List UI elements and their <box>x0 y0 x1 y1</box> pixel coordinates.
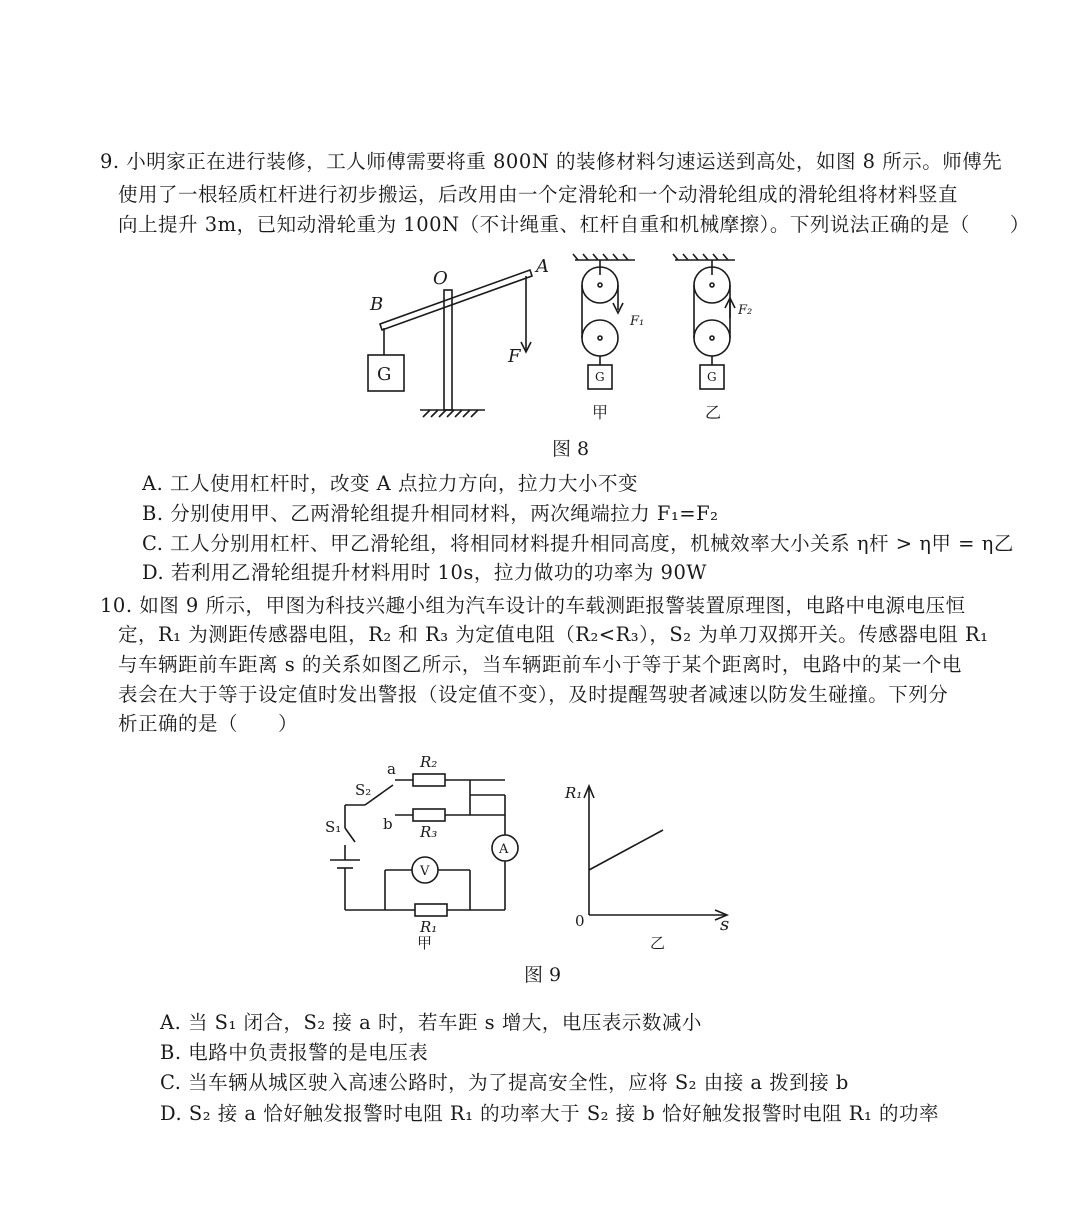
circuit-label-r2: R₂ <box>420 753 438 771</box>
lever-label-f: F <box>508 346 521 367</box>
q9-option-b: B. 分别使用甲、乙两滑轮组提升相同材料，两次绳端拉力 F₁=F₂ <box>142 502 719 525</box>
q9-option-a: A. 工人使用杠杆时，改变 A 点拉力方向，拉力大小不变 <box>142 472 638 495</box>
pulley-yi-label-g: G <box>707 370 717 384</box>
voltmeter-icon: V <box>420 864 430 879</box>
graph-xlabel: s <box>720 914 730 935</box>
lever-label-g: G <box>377 364 392 385</box>
q9-stem-line-3: 向上提升 3m，已知动滑轮重为 100N（不计绳重、杠杆自重和机械摩擦）。下列说法正确的是（ ） <box>118 213 1030 236</box>
pulley-jia-label-f: F₁ <box>630 314 645 329</box>
graph-name: 乙 <box>650 934 666 952</box>
lever-label-o: O <box>433 268 448 289</box>
q10-option-a: A. 当 S₁ 闭合，S₂ 接 a 时，若车距 s 增大，电压表示数减小 <box>160 1011 702 1034</box>
graph-origin: 0 <box>575 912 585 930</box>
circuit-label-b: b <box>383 815 393 833</box>
figure-8-caption: 图 8 <box>552 438 590 460</box>
q10-stem-line-2: 定，R₁ 为测距传感器电阻，R₂ 和 R₃ 为定值电阻（R₂<R₃），S₂ 为单刀双掷开关。传感器电阻 R₁ <box>118 623 989 646</box>
q10-stem-line-4: 表会在大于等于设定值时发出警报（设定值不变），及时提醒驾驶者减速以防发生碰撞。下列分 <box>118 683 949 706</box>
graph-ylabel: R₁ <box>565 784 583 802</box>
q9-stem-line-2: 使用了一根轻质杠杆进行初步搬运，后改用由一个定滑轮和一个动滑轮组成的滑轮组将材料竖直 <box>118 183 959 206</box>
circuit-label-s2: S₂ <box>355 781 372 799</box>
circuit-label-r3: R₃ <box>420 823 438 841</box>
q10-option-d: D. S₂ 接 a 恰好触发报警时电阻 R₁ 的功率大于 S₂ 接 b 恰好触发报警时电阻 R₁ 的功率 <box>160 1102 939 1125</box>
figure-8 <box>360 250 780 430</box>
circuit-name: 甲 <box>417 934 433 952</box>
pulley-jia-label-g: G <box>595 370 605 384</box>
q10-stem-line-5: 析正确的是（ ） <box>118 712 299 735</box>
lever-label-b: B <box>370 294 384 315</box>
circuit-label-a: a <box>387 760 396 778</box>
q10-option-b: B. 电路中负责报警的是电压表 <box>160 1041 429 1064</box>
circuit-label-s1: S₁ <box>325 818 342 836</box>
circuit-label-r1: R₁ <box>420 918 438 936</box>
figure-9-caption: 图 9 <box>524 964 562 986</box>
q9-stem-line-1: 9. 小明家正在进行装修，工人师傅需要将重 800N 的装修材料匀速运送到高处，如图 8 所示。师傅先 <box>100 150 1003 173</box>
figure-9-graph <box>565 780 745 950</box>
pulley-yi-name: 乙 <box>705 403 722 422</box>
pulley-jia-name: 甲 <box>592 403 609 422</box>
q10-stem-line-1: 10. 如图 9 所示，甲图为科技兴趣小组为汽车设计的车载测距报警装置原理图，电路中电源电压恒 <box>100 594 966 617</box>
q10-option-c: C. 当车辆从城区驶入高速公路时，为了提高安全性，应将 S₂ 由接 a 拨到接 b <box>160 1071 849 1094</box>
lever-label-a: A <box>536 256 549 277</box>
figure-9-circuit <box>325 750 545 950</box>
q9-option-c: C. 工人分别用杠杆、甲乙滑轮组，将相同材料提升相同高度，机械效率大小关系 η杆 > η甲 = η乙 <box>142 532 1014 555</box>
ammeter-icon: A <box>499 842 509 857</box>
q9-option-d: D. 若利用乙滑轮组提升材料用时 10s，拉力做功的功率为 90W <box>142 561 707 584</box>
pulley-yi-label-f: F₂ <box>738 303 753 318</box>
q10-stem-line-3: 与车辆距前车距离 s 的关系如图乙所示，当车辆距前车小于等于某个距离时，电路中的某一个电 <box>118 653 962 676</box>
graph-line <box>589 830 663 870</box>
